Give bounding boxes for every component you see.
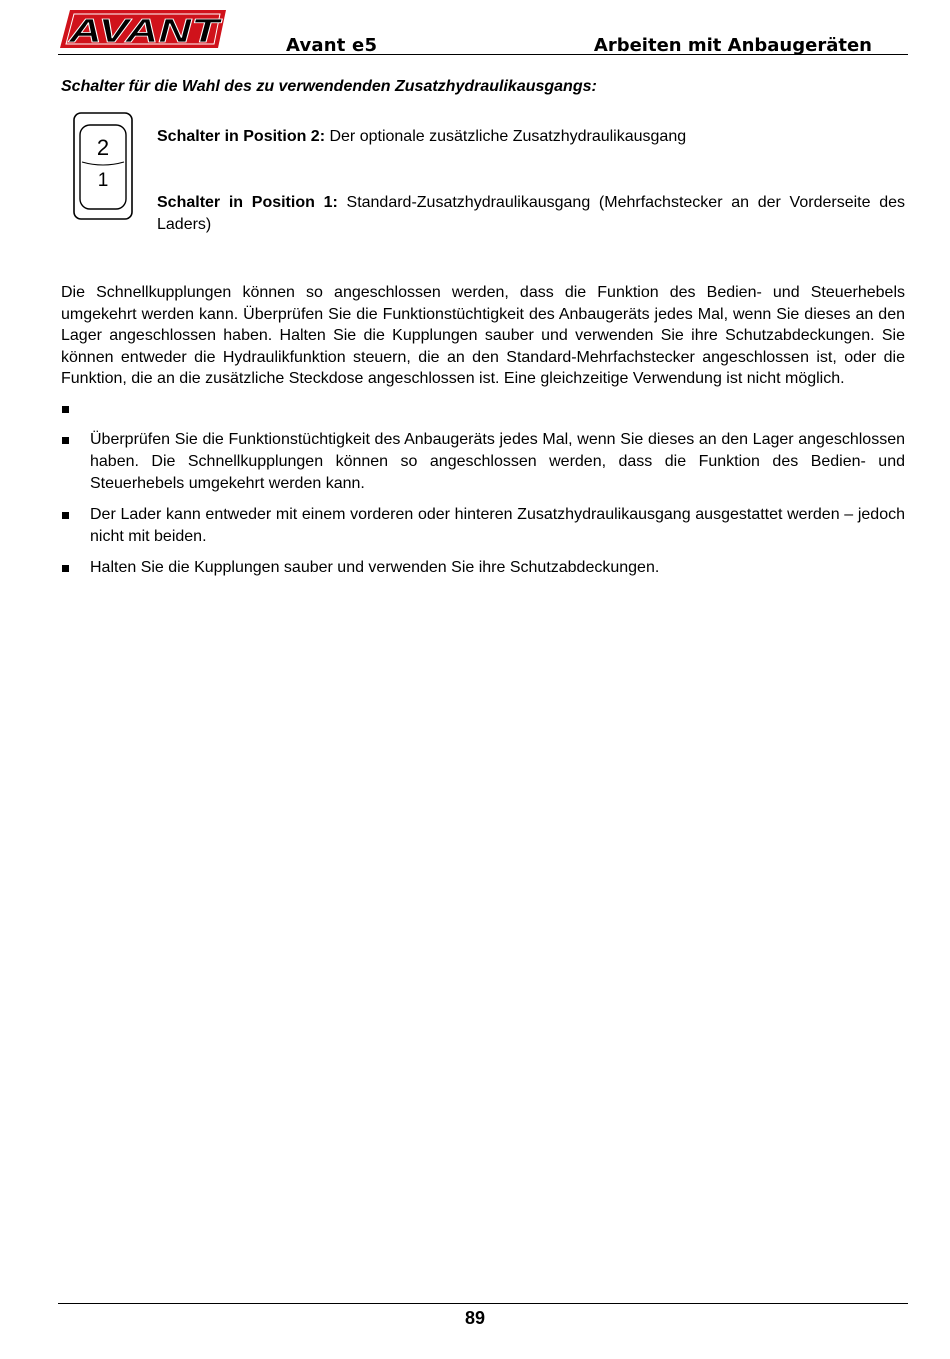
switch-position-2	[157, 126, 905, 148]
bullet-icon	[62, 565, 69, 572]
list-item	[61, 504, 905, 548]
position-2-text: Der optionale zusätzliche Zusatzhydraulikausgang	[325, 128, 687, 145]
section-title: Arbeiten mit Anbaugeräten	[593, 35, 872, 56]
list-item	[61, 398, 905, 420]
avant-logo	[60, 8, 228, 50]
rocker-switch-icon	[73, 112, 133, 220]
position-1-text: Standard-Zusatzhydraulikausgang (Mehrfachstecker an der Vorderseite des Laders)	[157, 194, 905, 233]
logo-text: AVANT	[67, 12, 223, 49]
section-heading: Schalter für die Wahl des zu verwendenden Zusatzhydraulikausgangs:	[61, 78, 597, 95]
bullet-icon	[62, 406, 69, 413]
switch-position-1	[157, 192, 905, 236]
bullet-text: Überprüfen Sie die Funktionstüchtigkeit des Anbaugeräts jedes Mal, wenn Sie dieses an den Lager angeschlossen haben. Die Schnellkupplungen können so angeschlossen werden, dass die Funktion des Bedien- und Steuerhebels umgekehrt werden kann.	[90, 431, 905, 492]
bullet-text: Der Lader kann entweder mit einem vorderen oder hinteren Zusatzhydraulikausgang ausgestattet werden – jedoch nicht mit beiden.	[90, 506, 905, 545]
product-name: Avant e5	[286, 35, 378, 56]
list-item	[61, 429, 905, 495]
list-item	[61, 557, 905, 579]
footer-divider	[58, 1303, 908, 1304]
bullet-list	[61, 398, 905, 588]
bullet-text: Halten Sie die Kupplungen sauber und verwenden Sie ihre Schutzabdeckungen.	[90, 559, 660, 576]
bullet-icon	[62, 437, 69, 444]
switch-label-1: 1	[97, 170, 109, 191]
body-paragraph: Die Schnellkupplungen können so angeschlossen werden, dass die Funktion des Bedien- und Steuerhebels umgekehrt werden kann. Überprüfen Sie die Funktionstüchtigkeit des Anbaugeräts jedes Mal, wenn Sie dieses an den Lager angeschlossen haben. Halten Sie die Kupplungen sauber und verwenden Sie ihre Schutzabdeckungen. Sie können entweder die Hydraulikfunktion steuern, die an den Standard-Mehrfachstecker angeschlossen ist, oder die Funktion, die an die zusätzliche Steckdose angeschlossen ist. Eine gleichzeitige Verwendung ist nicht möglich.	[61, 284, 905, 388]
page-number: 89	[464, 1308, 486, 1328]
position-1-label: Schalter in Position 1:	[157, 194, 338, 211]
switch-label-2: 2	[96, 135, 110, 160]
bullet-icon	[62, 512, 69, 519]
position-2-label: Schalter in Position 2:	[157, 128, 326, 145]
page-header	[58, 6, 908, 55]
